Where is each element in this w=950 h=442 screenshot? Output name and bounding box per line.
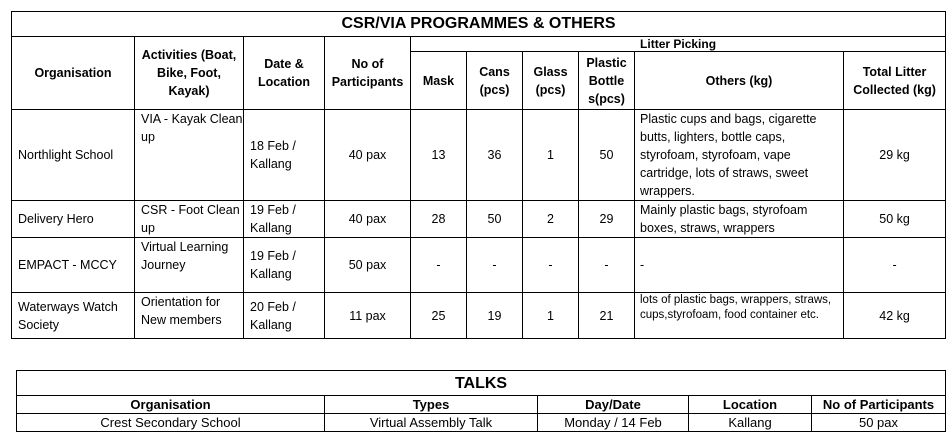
table-row [17, 414, 946, 432]
header-others: Others (kg) [635, 52, 844, 110]
cell-participants: 40 pax [325, 110, 411, 201]
cell-date-location: 18 Feb / Kallang [244, 110, 325, 201]
cell-organisation: EMPACT - MCCY [12, 238, 135, 293]
cell-plastic-bottles: - [579, 238, 635, 293]
talks-cell-types: Virtual Assembly Talk [325, 414, 538, 432]
talks-header-organisation: Organisation [17, 396, 325, 414]
talks-header-location: Location [689, 396, 812, 414]
talks-table-title: TALKS [17, 371, 946, 396]
cell-activity: CSR - Foot Clean up [135, 201, 244, 238]
talks-cell-location: Kallang [689, 414, 812, 432]
header-cans: Cans (pcs) [467, 52, 523, 110]
header-date-location: Date & Location [244, 37, 325, 110]
cell-organisation: Northlight School [12, 110, 135, 201]
cell-participants: 40 pax [325, 201, 411, 238]
cell-mask: 25 [411, 293, 467, 339]
cell-cans: 19 [467, 293, 523, 339]
cell-mask: 13 [411, 110, 467, 201]
cell-mask: - [411, 238, 467, 293]
cell-cans: - [467, 238, 523, 293]
cell-cans: 50 [467, 201, 523, 238]
cell-activity: Orientation for New members [135, 293, 244, 339]
cell-total-litter: 50 kg [844, 201, 946, 238]
talks-cell-participants: 50 pax [812, 414, 946, 432]
cell-plastic-bottles: 21 [579, 293, 635, 339]
csr-programmes-table [11, 11, 946, 339]
cell-others: Plastic cups and bags, cigarette butts, lighters, bottle caps, styrofoam, styrofoam, vape cartridge, lots of straws, sweet wrappers. [635, 110, 844, 201]
talks-table [16, 370, 946, 432]
cell-others: - [635, 238, 844, 293]
header-participants: No of Participants [325, 37, 411, 110]
header-total-litter: Total Litter Collected (kg) [844, 52, 946, 110]
cell-plastic-bottles: 29 [579, 201, 635, 238]
cell-participants: 11 pax [325, 293, 411, 339]
header-litter-picking: Litter Picking [411, 37, 946, 52]
csr-table-title: CSR/VIA PROGRAMMES & OTHERS [12, 12, 946, 37]
cell-mask: 28 [411, 201, 467, 238]
table-row [12, 201, 946, 238]
talks-header-types: Types [325, 396, 538, 414]
cell-total-litter: 29 kg [844, 110, 946, 201]
cell-glass: 2 [523, 201, 579, 238]
header-mask: Mask [411, 52, 467, 110]
talks-header-participants: No of Participants [812, 396, 946, 414]
cell-others: lots of plastic bags, wrappers, straws, cups,styrofoam, food container etc. [635, 293, 844, 339]
cell-organisation: Delivery Hero [12, 201, 135, 238]
header-plastic-bottles: Plastic Bottle s(pcs) [579, 52, 635, 110]
cell-total-litter: 42 kg [844, 293, 946, 339]
cell-date-location: 20 Feb / Kallang [244, 293, 325, 339]
talks-cell-organisation: Crest Secondary School [17, 414, 325, 432]
talks-cell-date: Monday / 14 Feb [538, 414, 689, 432]
cell-plastic-bottles: 50 [579, 110, 635, 201]
cell-organisation: Waterways Watch Society [12, 293, 135, 339]
header-activities: Activities (Boat, Bike, Foot, Kayak) [135, 37, 244, 110]
table-row [12, 110, 946, 201]
header-organisation: Organisation [12, 37, 135, 110]
cell-date-location: 19 Feb / Kallang [244, 201, 325, 238]
cell-date-location: 19 Feb / Kallang [244, 238, 325, 293]
cell-total-litter: - [844, 238, 946, 293]
cell-glass: - [523, 238, 579, 293]
header-glass: Glass (pcs) [523, 52, 579, 110]
cell-glass: 1 [523, 110, 579, 201]
cell-others: Mainly plastic bags, styrofoam boxes, straws, wrappers [635, 201, 844, 238]
cell-activity: VIA - Kayak Clean up [135, 110, 244, 201]
talks-header-date: Day/Date [538, 396, 689, 414]
table-row [12, 238, 946, 293]
cell-participants: 50 pax [325, 238, 411, 293]
table-row [12, 293, 946, 339]
cell-glass: 1 [523, 293, 579, 339]
cell-cans: 36 [467, 110, 523, 201]
cell-activity: Virtual Learning Journey [135, 238, 244, 293]
